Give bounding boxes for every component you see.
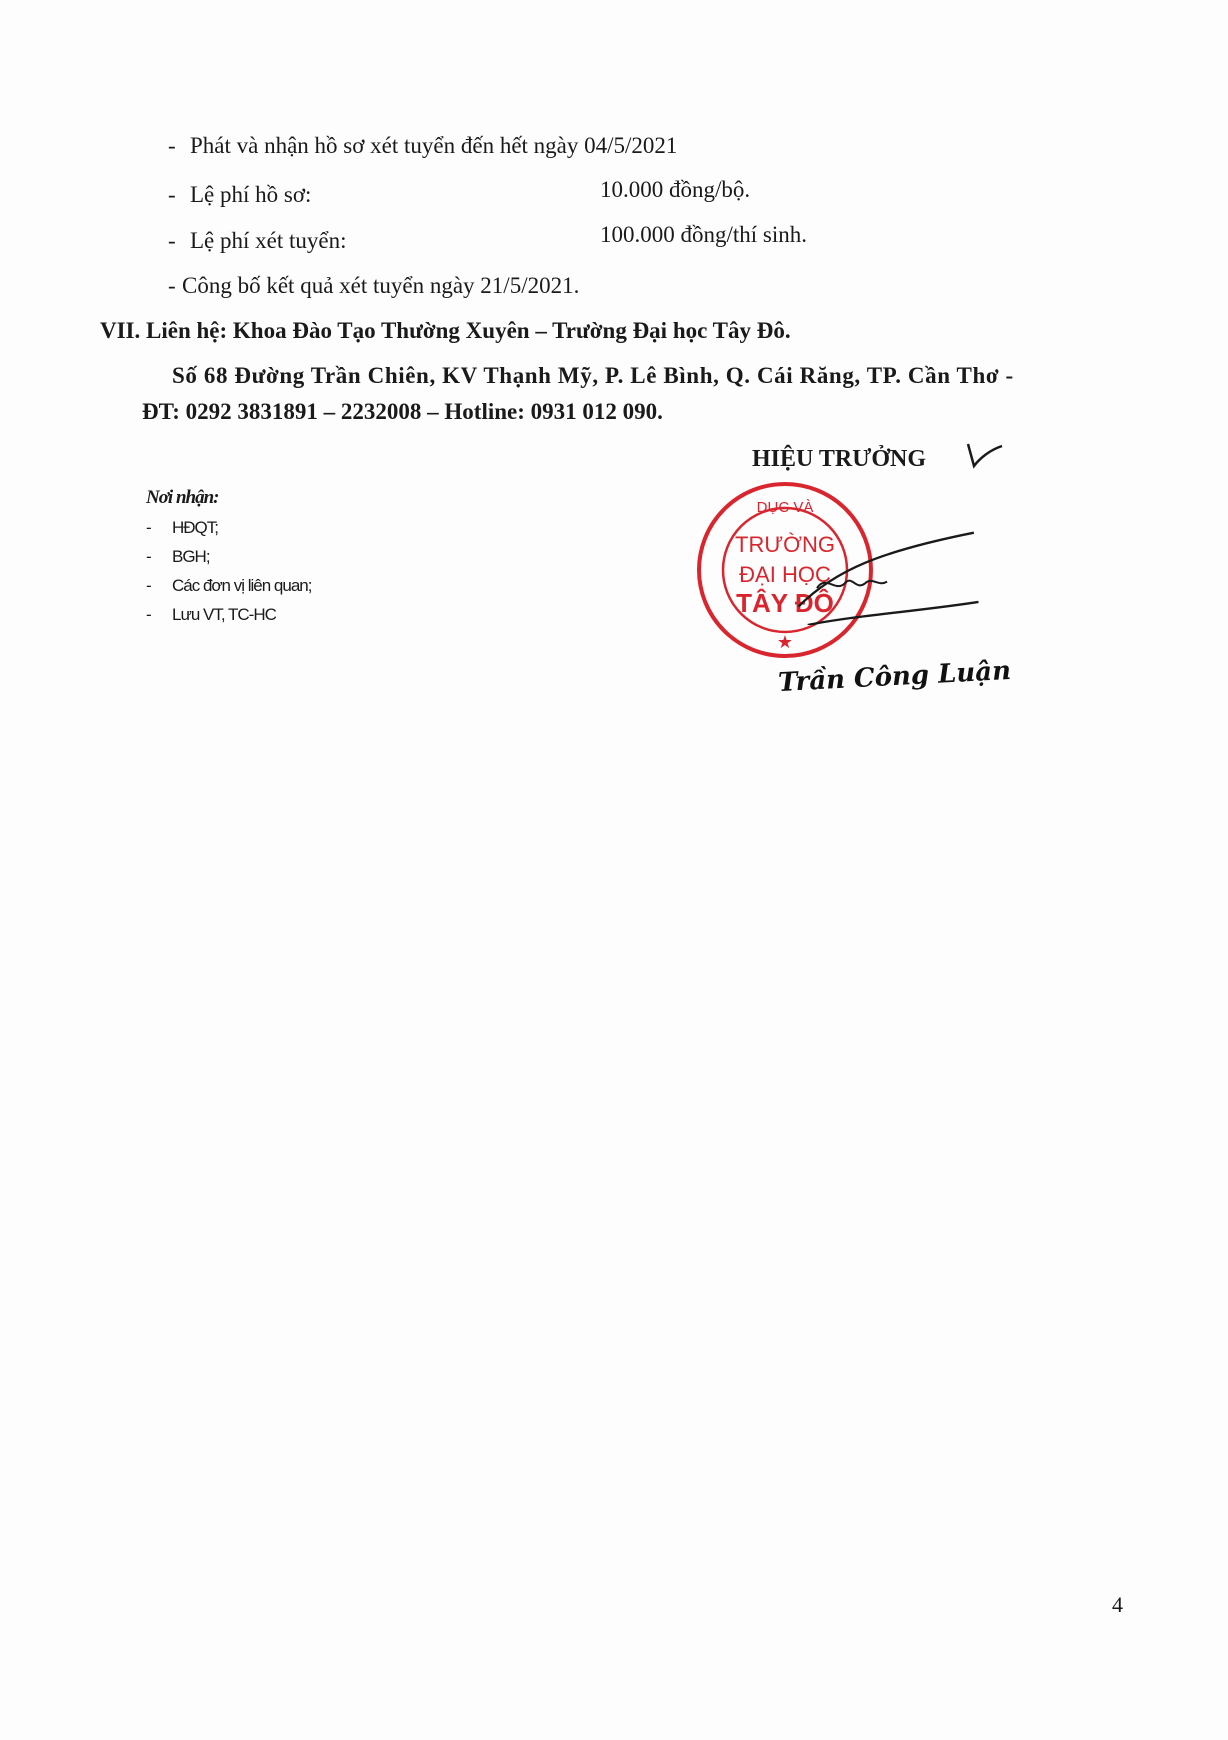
signer-title: HIỆU TRƯỞNG bbox=[752, 446, 927, 472]
recipient-item: - Các đơn vị liên quan; bbox=[146, 576, 312, 595]
stamp-ring-text: DỤC VÀ bbox=[756, 499, 814, 516]
file-fee-value: 10.000 đồng/bộ. bbox=[600, 177, 751, 202]
results-line: - Công bố kết quả xét tuyển ngày 21/5/2021. bbox=[168, 273, 580, 298]
stamp-line2: ĐẠI HỌC bbox=[739, 562, 831, 587]
signature-scribble bbox=[780, 505, 1020, 625]
stamp-line1: TRƯỜNG bbox=[735, 532, 835, 557]
recipients-block bbox=[146, 487, 311, 629]
contact-phone: ĐT: 0292 3831891 – 2232008 – Hotline: 0931 012 090. bbox=[142, 399, 663, 424]
file-fee-line: - Lệ phí hồ sơ: 10.000 đồng/bộ. bbox=[168, 177, 751, 207]
star-icon: ★ bbox=[776, 632, 794, 652]
admission-fee-line: - Lệ phí xét tuyển: 100.000 đồng/thí sinh. bbox=[168, 222, 808, 253]
check-mark-icon bbox=[960, 436, 1006, 476]
recipients-heading: Nơi nhận: bbox=[146, 487, 219, 508]
file-fee-label: Lệ phí hồ sơ: bbox=[190, 182, 312, 207]
signer-name: Trần Công Luận bbox=[777, 655, 1012, 699]
recipient-item: - BGH; bbox=[146, 547, 210, 566]
stamp-line3: TÂY ĐÔ bbox=[736, 588, 834, 618]
admission-fee-value: 100.000 đồng/thí sinh. bbox=[600, 222, 808, 247]
admission-fee-label: Lệ phí xét tuyển: bbox=[190, 228, 347, 253]
contact-address: Số 68 Đường Trần Chiên, KV Thạnh Mỹ, P. Lê Bình, Q. Cái Răng, TP. Cần Thơ - bbox=[172, 363, 1014, 388]
page-number: 4 bbox=[1112, 1592, 1123, 1617]
deadline-line: - Phát và nhận hồ sơ xét tuyển đến hết ngày 04/5/2021 bbox=[168, 133, 678, 158]
contact-heading: VII. Liên hệ: Khoa Đào Tạo Thường Xuyên – Trường Đại học Tây Đô. bbox=[100, 318, 791, 343]
recipient-item: - HĐQT; bbox=[146, 518, 218, 537]
recipient-item: - Lưu VT, TC-HC bbox=[146, 605, 276, 624]
